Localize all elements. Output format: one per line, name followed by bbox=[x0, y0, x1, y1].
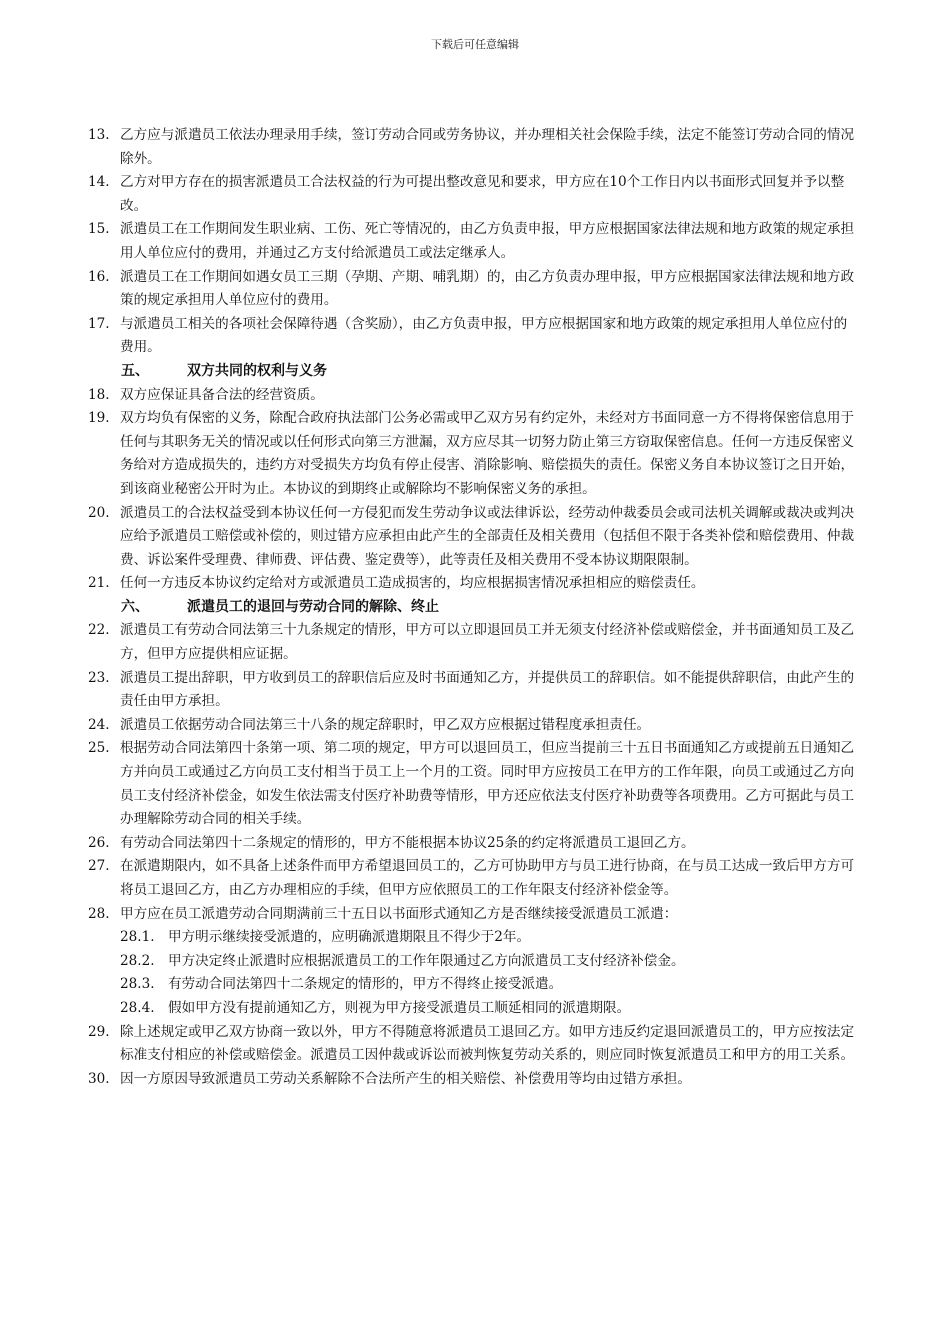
page-header: 下载后可任意编辑 bbox=[431, 38, 519, 51]
sub-clause-text: 假如甲方没有提前通知乙方，则视为甲方接受派遣员工顺延相同的派遣期限。 bbox=[168, 999, 631, 1016]
section-heading bbox=[88, 596, 858, 620]
clause-number: 29. bbox=[88, 1023, 110, 1040]
clause bbox=[88, 171, 858, 218]
clause-text: 甲方应在员工派遣劳动合同期满前三十五日以书面形式通知乙方是否继续接受派遣员工派遣： bbox=[120, 905, 678, 922]
clause-text: 双方均负有保密的义务，除配合政府执法部门公务必需或甲乙双方另有约定外，未经对方书面同意一方不得将保密信息用于任何与其职务无关的情况或以任何形式向第三方泄漏，双方应尽其一切努力防止第三方窃取保密信息。任何一方违反保密义务给对方造成损失的，违约方对受损失方均负有停止侵害、消除影响、赔偿损失的责任。保密义务自本协议签订之日开始，到该商业秘密公开时为止。本协议的到期终止或解除均不影响保密义务的承担。 bbox=[120, 410, 855, 497]
clause-text: 派遣员工的合法权益受到本协议任何一方侵犯而发生劳动争议或法律诉讼，经劳动仲裁委员会或司法机关调解或裁决或判决应给予派遣员工赔偿或补偿的，则过错方应承担由此产生的全部责任及相关费用（包括但不限于各类补偿和赔偿费用、仲裁费、诉讼案件受理费、律师费、评估费、鉴定费等），此等责任及相关费用不受本协议期限限制。 bbox=[120, 504, 855, 568]
clause bbox=[88, 218, 858, 265]
clause-number: 28. bbox=[88, 905, 110, 922]
clause bbox=[88, 737, 858, 831]
clause-text: 派遣员工在工作期间如遇女员工三期（孕期、产期、哺乳期）的，由乙方负责办理申报，甲方应根据国家法律法规和地方政策的规定承担用人单位应付的费用。 bbox=[120, 268, 855, 309]
section-title: 派遣员工的退回与劳动合同的解除、终止 bbox=[187, 598, 439, 615]
clause-text: 双方应保证具备合法的经营资质。 bbox=[120, 386, 324, 403]
clause bbox=[88, 1021, 858, 1068]
clause-number: 14. bbox=[88, 174, 110, 191]
clause-text: 在派遣期限内，如不具备上述条件而甲方希望退回员工的，乙方可协助甲方与员工进行协商，在与员工达成一致后甲方方可将员工退回乙方，由乙方办理相应的手续，但甲方应依照员工的工作年限支付经济补偿金等。 bbox=[120, 858, 855, 898]
clause-text: 派遣员工有劳动合同法第三十九条规定的情形，甲方可以立即退回员工并无须支付经济补偿或赔偿金，并书面通知员工及乙方，但甲方应提供相应证据。 bbox=[120, 622, 855, 663]
clause-number: 27. bbox=[88, 858, 110, 875]
clause-number: 26. bbox=[88, 834, 110, 851]
clause-text: 派遣员工在工作期间发生职业病、工伤、死亡等情况的，由乙方负责申报，甲方应根据国家法律法规和地方政策的规定承担用人单位应付的费用，并通过乙方支付给派遣员工或法定继承人。 bbox=[120, 221, 855, 261]
clause-text: 乙方应与派遣员工依法办理录用手续，签订劳动合同或劳务协议，并办理相关社会保险手续，法定不能签订劳动合同的情况除外。 bbox=[120, 127, 855, 167]
clause-number: 23. bbox=[88, 669, 110, 686]
clause bbox=[88, 1068, 858, 1092]
clause-text: 根据劳动合同法第四十条第一项、第二项的规定，甲方可以退回员工，但应当提前三十五日书面通知乙方或提前五日通知乙方并向员工或通过乙方向员工支付相当于员工上一个月的工资。同时甲方应按员工在甲方的工作年限，向员工或通过乙方向员工支付经济补偿金，如发生依法需支付医疗补助费等情形，甲方还应依法支付医疗补助费等各项费用。乙方可据此与员工办理解除劳动合同的相关手续。 bbox=[120, 740, 855, 828]
sub-clause bbox=[88, 950, 858, 974]
clause bbox=[88, 313, 858, 360]
clause-text: 因一方原因导致派遣员工劳动关系解除不合法所产生的相关赔偿、补偿费用等均由过错方承担。 bbox=[120, 1070, 691, 1087]
sub-clause-text: 甲方决定终止派遣时应根据派遣员工的工作年限通过乙方向派遣员工支付经济补偿金。 bbox=[168, 952, 685, 969]
clause bbox=[88, 855, 858, 902]
clause-number: 17. bbox=[88, 315, 110, 332]
clause-number: 18. bbox=[88, 386, 110, 403]
sub-clause-number: 28.4. bbox=[120, 999, 155, 1016]
clause-number: 13. bbox=[88, 127, 110, 143]
clause-number: 20. bbox=[88, 504, 110, 521]
clause-text: 派遣员工提出辞职，甲方收到员工的辞职信后应及时书面通知乙方，并提供员工的辞职信。如不能提供辞职信，由此产生的责任由甲方承担。 bbox=[120, 669, 855, 710]
section-title: 双方共同的权利与义务 bbox=[187, 362, 327, 379]
sub-clause-number: 28.2. bbox=[120, 952, 155, 969]
clause bbox=[88, 124, 858, 171]
clause-text: 有劳动合同法第四十二条规定的情形的，甲方不能根据本协议25条的约定将派遣员工退回乙方。 bbox=[120, 834, 695, 851]
clause bbox=[88, 384, 858, 408]
clause-number: 15. bbox=[88, 221, 110, 238]
sub-clause bbox=[88, 997, 858, 1021]
clause-number: 30. bbox=[88, 1070, 110, 1087]
clause bbox=[88, 903, 858, 927]
clause-text: 任何一方违反本协议约定给对方或派遣员工造成损害的，均应根据损害情况承担相应的赔偿责任。 bbox=[120, 575, 705, 592]
document-body bbox=[88, 124, 858, 1091]
clause-number: 24. bbox=[88, 716, 110, 733]
clause-number: 16. bbox=[88, 268, 110, 285]
clause bbox=[88, 502, 858, 573]
clause-number: 22. bbox=[88, 622, 110, 639]
sub-clause-text: 有劳动合同法第四十二条规定的情形的，甲方不得终止接受派遣。 bbox=[168, 976, 563, 993]
sub-clause-number: 28.3. bbox=[120, 976, 155, 993]
clause bbox=[88, 714, 858, 738]
clause bbox=[88, 572, 858, 596]
clause-number: 25. bbox=[88, 740, 110, 757]
section-number: 五、 bbox=[121, 362, 149, 379]
clause-text: 除上述规定或甲乙双方协商一致以外，甲方不得随意将派遣员工退回乙方。如甲方违反约定退回派遣员工的，甲方应按法定标准支付相应的补偿或赔偿金。派遣员工因仲裁或诉讼而被判恢复劳动关系的，则应同时恢复派遣员工和甲方的用工关系。 bbox=[120, 1023, 855, 1064]
clause-number: 21. bbox=[88, 575, 110, 592]
sub-clause bbox=[88, 973, 858, 997]
clause-text: 与派遣员工相关的各项社会保障待遇（含奖励），由乙方负责申报，甲方应根据国家和地方政策的规定承担用人单位应付的费用。 bbox=[120, 315, 848, 356]
clause bbox=[88, 619, 858, 666]
clause-text: 派遣员工依据劳动合同法第三十八条的规定辞职时，甲乙双方应根据过错程度承担责任。 bbox=[120, 716, 651, 733]
clause bbox=[88, 407, 858, 501]
clause bbox=[88, 667, 858, 714]
sub-clause bbox=[88, 926, 858, 950]
clause-text: 乙方对甲方存在的损害派遣员工合法权益的行为可提出整改意见和要求，甲方应在10个工作日内以书面形式回复并予以整改。 bbox=[120, 174, 845, 214]
section-number: 六、 bbox=[121, 598, 149, 615]
clause-number: 19. bbox=[88, 410, 110, 427]
sub-clause-text: 甲方明示继续接受派遣的，应明确派遣期限且不得少于2年。 bbox=[168, 929, 531, 946]
clause bbox=[88, 832, 858, 856]
sub-clause-number: 28.1. bbox=[120, 929, 155, 946]
clause bbox=[88, 266, 858, 313]
section-heading bbox=[88, 360, 858, 384]
